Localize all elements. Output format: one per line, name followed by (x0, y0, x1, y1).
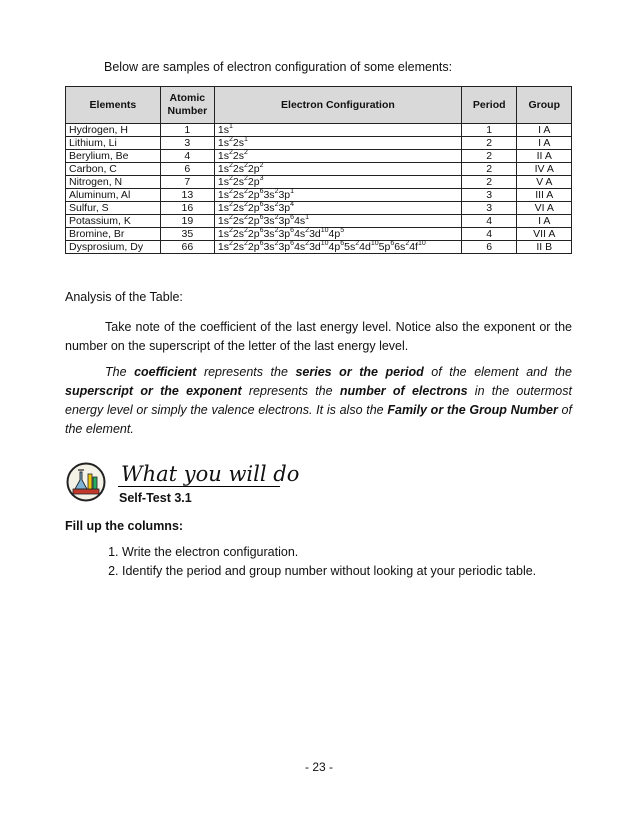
orbital-exponent: 2 (243, 187, 248, 195)
orbital-exponent: 2 (274, 200, 279, 208)
cell-atomic-number: 7 (160, 176, 214, 189)
cell-electron-configuration (214, 228, 461, 241)
orbital: 2p (247, 241, 260, 253)
orbital: 2s (232, 150, 244, 162)
cell-period: 3 (461, 189, 517, 202)
orbital-exponent: 2 (305, 239, 310, 247)
fill-heading: Fill up the columns: (65, 519, 184, 533)
orbital-exponent: 6 (259, 239, 264, 247)
cell-atomic-number: 6 (160, 163, 214, 176)
orbital: 2s (232, 228, 244, 240)
cell-electron-configuration (214, 124, 461, 137)
orbital: 3s (263, 228, 275, 240)
cell-element: Potassium, K (66, 215, 161, 228)
title-underline (118, 486, 280, 487)
cell-group: I A (517, 124, 572, 137)
orbital: 3p (278, 189, 291, 201)
orbital: 3p (278, 215, 291, 227)
orbital-exponent: 2 (228, 187, 233, 195)
cell-atomic-number: 16 (160, 202, 214, 215)
laboratory-flask-icon (66, 462, 106, 502)
orbital: 1s (217, 189, 229, 201)
intro-text: Below are samples of electron configuration of some elements: (104, 60, 453, 74)
orbital-exponent: 2 (274, 226, 279, 234)
cell-atomic-number: 13 (160, 189, 214, 202)
orbital: 2p (247, 228, 260, 240)
cell-group: V A (517, 176, 572, 189)
table-body (66, 124, 572, 254)
orbital: 2p (247, 176, 260, 188)
orbital-exponent: 10 (320, 226, 329, 234)
cell-group: III A (517, 189, 572, 202)
orbital-exponent: 2 (228, 200, 233, 208)
electron-configuration-table (65, 86, 572, 254)
cell-element: Sulfur, S (66, 202, 161, 215)
orbital-exponent: 6 (259, 200, 264, 208)
orbital-exponent: 2 (228, 161, 233, 169)
orbital-exponent: 2 (228, 174, 233, 182)
orbital-exponent: 2 (243, 200, 248, 208)
cell-group: II B (517, 241, 572, 254)
orbital-exponent: 2 (243, 213, 248, 221)
cell-electron-configuration (214, 189, 461, 202)
orbital-exponent: 1 (228, 122, 233, 130)
orbital: 1s (217, 150, 229, 162)
orbital: 4s (294, 241, 306, 253)
orbital-exponent: 2 (243, 174, 248, 182)
table-row (66, 124, 572, 137)
orbital: 1s (217, 241, 229, 253)
para-text: of the element. (65, 403, 572, 436)
cell-electron-configuration (214, 163, 461, 176)
orbital: 4p (328, 228, 341, 240)
cell-electron-configuration (214, 202, 461, 215)
para-bold-coefficient: coefficient (134, 365, 197, 379)
orbital-exponent: 2 (228, 213, 233, 221)
cell-atomic-number: 1 (160, 124, 214, 137)
cell-atomic-number: 19 (160, 215, 214, 228)
orbital-exponent: 1 (305, 213, 310, 221)
orbital: 1s (217, 124, 229, 136)
orbital-exponent: 10 (417, 239, 426, 247)
orbital-exponent: 2 (243, 239, 248, 247)
orbital-exponent: 2 (228, 135, 233, 143)
orbital-exponent: 1 (243, 135, 248, 143)
orbital: 2p (247, 202, 260, 214)
cell-atomic-number: 3 (160, 137, 214, 150)
para-bold-number-electrons: number of electrons (339, 384, 468, 398)
orbital-exponent: 6 (290, 226, 295, 234)
orbital-exponent: 2 (243, 161, 248, 169)
orbital: 2s (232, 137, 244, 149)
table-row (66, 202, 572, 215)
orbital-exponent: 2 (243, 226, 248, 234)
orbital-exponent: 3 (259, 174, 264, 182)
table-row (66, 163, 572, 176)
instruction-list (104, 543, 536, 581)
orbital-exponent: 6 (259, 213, 264, 221)
orbital: 1s (217, 163, 229, 175)
orbital: 4s (294, 215, 306, 227)
orbital: 1s (217, 215, 229, 227)
cell-electron-configuration (214, 215, 461, 228)
cell-group: IV A (517, 163, 572, 176)
orbital-exponent: 5 (340, 226, 345, 234)
orbital-exponent: 2 (405, 239, 410, 247)
header-electron-configuration: Electron Configuration (214, 87, 461, 124)
orbital: 2s (232, 163, 244, 175)
orbital: 2p (247, 163, 260, 175)
cell-element: Bromine, Br (66, 228, 161, 241)
para-text: of the element and the (423, 365, 572, 379)
orbital: 4p (328, 241, 341, 253)
cell-electron-configuration (214, 176, 461, 189)
cell-electron-configuration (214, 241, 461, 254)
orbital: 1s (217, 137, 229, 149)
orbital: 3s (263, 215, 275, 227)
orbital: 2s (232, 189, 244, 201)
cell-period: 2 (461, 137, 517, 150)
orbital: 6s (394, 241, 406, 253)
table-header-row (66, 87, 572, 124)
orbital: 2p (247, 215, 260, 227)
orbital-exponent: 2 (228, 226, 233, 234)
cell-group: I A (517, 215, 572, 228)
orbital: 5s (344, 241, 356, 253)
orbital: 3s (263, 189, 275, 201)
orbital-exponent: 2 (274, 213, 279, 221)
orbital-exponent: 2 (274, 187, 279, 195)
orbital-exponent: 2 (228, 239, 233, 247)
cell-period: 2 (461, 176, 517, 189)
cell-electron-configuration (214, 150, 461, 163)
orbital-exponent: 6 (340, 239, 345, 247)
cell-element: Dysprosium, Dy (66, 241, 161, 254)
header-group: Group (517, 87, 572, 124)
orbital-exponent: 2 (228, 148, 233, 156)
orbital-exponent: 6 (259, 226, 264, 234)
table-row (66, 241, 572, 254)
cell-group: I A (517, 137, 572, 150)
orbital: 4f (409, 241, 418, 253)
para-bold-superscript: superscript or the exponent (65, 384, 242, 398)
cell-element: Lithium, Li (66, 137, 161, 150)
cell-period: 4 (461, 215, 517, 228)
cell-atomic-number: 66 (160, 241, 214, 254)
cell-period: 6 (461, 241, 517, 254)
orbital-exponent: 6 (259, 187, 264, 195)
para-text: represents the (196, 365, 296, 379)
para-text: represents the (241, 384, 340, 398)
orbital-exponent: 4 (290, 200, 295, 208)
para-bold-family: Family or the Group Number (387, 403, 558, 417)
orbital: 1s (217, 176, 229, 188)
cell-group: VI A (517, 202, 572, 215)
orbital: 5p (378, 241, 391, 253)
orbital: 1s (217, 228, 229, 240)
table-row (66, 150, 572, 163)
table-row (66, 176, 572, 189)
table-row (66, 215, 572, 228)
orbital: 2s (232, 176, 244, 188)
orbital-exponent: 2 (243, 148, 248, 156)
orbital: 3p (278, 241, 291, 253)
cell-period: 3 (461, 202, 517, 215)
orbital: 3p (278, 202, 291, 214)
orbital: 3p (278, 228, 291, 240)
orbital-exponent: 6 (290, 213, 295, 221)
orbital-exponent: 1 (290, 187, 295, 195)
orbital: 3s (263, 241, 275, 253)
section-title: What you will do (121, 462, 300, 486)
analysis-heading: Analysis of the Table: (65, 290, 183, 304)
list-item: 2. Identify the period and group number without looking at your periodic table. (122, 562, 536, 581)
cell-period: 2 (461, 150, 517, 163)
orbital-exponent: 2 (305, 226, 310, 234)
list-item: 1. Write the electron configuration. (122, 543, 536, 562)
table-row (66, 228, 572, 241)
orbital-exponent: 6 (390, 239, 395, 247)
orbital: 2s (232, 215, 244, 227)
header-period: Period (461, 87, 517, 124)
orbital: 2s (232, 202, 244, 214)
orbital-exponent: 10 (370, 239, 379, 247)
orbital-exponent: 2 (259, 161, 264, 169)
page-number: - 23 - (304, 760, 333, 774)
orbital-exponent: 6 (290, 239, 295, 247)
cell-period: 2 (461, 163, 517, 176)
cell-period: 4 (461, 228, 517, 241)
orbital: 3d (309, 228, 321, 240)
header-elements: Elements (66, 87, 161, 124)
table-row (66, 137, 572, 150)
cell-element: Berylium, Be (66, 150, 161, 163)
cell-element: Carbon, C (66, 163, 161, 176)
orbital-exponent: 10 (320, 239, 329, 247)
analysis-paragraph-2 (65, 363, 572, 439)
orbital: 3d (309, 241, 321, 253)
orbital: 4d (359, 241, 371, 253)
para-text: The (105, 365, 135, 379)
orbital: 1s (217, 202, 229, 214)
orbital-exponent: 2 (355, 239, 360, 247)
orbital-exponent: 2 (274, 239, 279, 247)
cell-atomic-number: 4 (160, 150, 214, 163)
orbital: 3s (263, 202, 275, 214)
analysis-paragraph-1: Take note of the coefficient of the last energy level. Notice also the exponent or the number on the superscript of the letter of the last energy level. (65, 320, 572, 353)
cell-period: 1 (461, 124, 517, 137)
para-text: in the outermost energy level or simply the valence electrons. It is also the (65, 384, 572, 417)
cell-element: Nitrogen, N (66, 176, 161, 189)
header-atomic-number: Atomic Number (160, 87, 214, 124)
orbital: 4s (294, 228, 306, 240)
cell-element: Hydrogen, H (66, 124, 161, 137)
self-test-label: Self-Test 3.1 (119, 491, 192, 505)
cell-group: II A (517, 150, 572, 163)
orbital: 2s (232, 241, 244, 253)
cell-atomic-number: 35 (160, 228, 214, 241)
orbital: 2p (247, 189, 260, 201)
cell-group: VII A (517, 228, 572, 241)
table-row (66, 189, 572, 202)
cell-electron-configuration (214, 137, 461, 150)
para-bold-series: series or the period (295, 365, 424, 379)
cell-element: Aluminum, Al (66, 189, 161, 202)
